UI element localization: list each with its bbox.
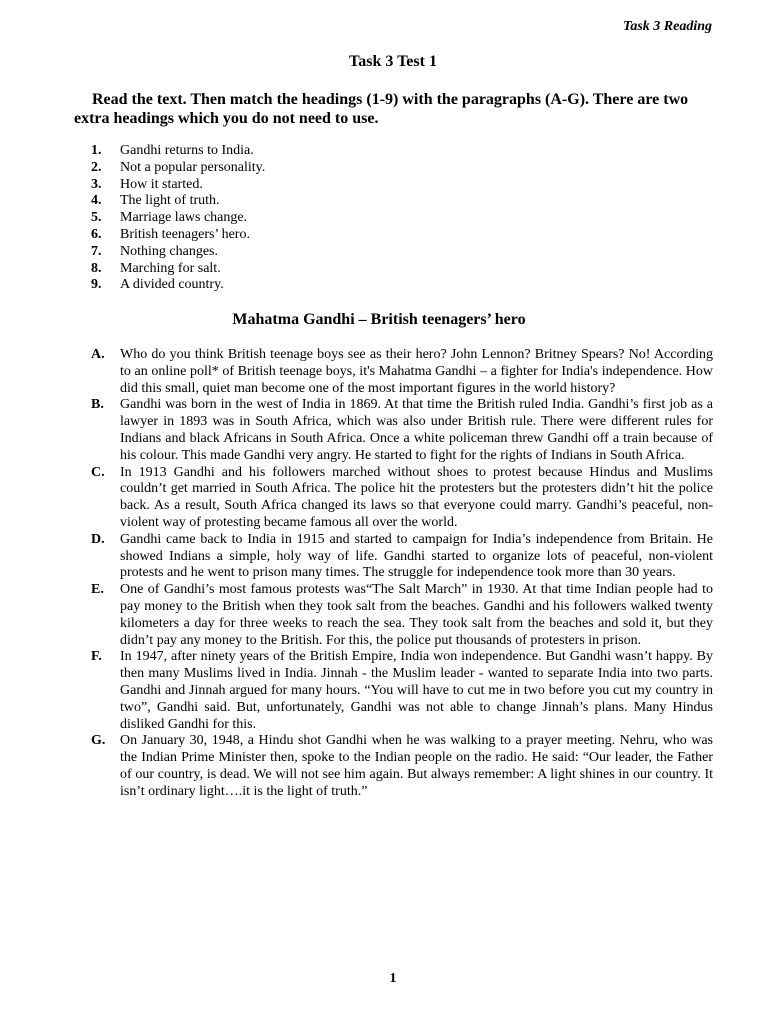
paragraph-f xyxy=(91,649,713,733)
heading-text: British teenagers’ hero. xyxy=(120,226,250,242)
heading-number: 3. xyxy=(91,176,102,192)
paragraph-label: F. xyxy=(91,649,102,665)
heading-text: The light of truth. xyxy=(120,193,220,209)
instructions: Read the text. Then match the headings (1-9) with the paragraphs (A-G). There are two extra headings which you do not need to use. xyxy=(74,91,689,127)
paragraph-g xyxy=(91,733,713,800)
paragraph-text: One of Gandhi’s most famous protests was“The Salt March” in 1930. At that time Indian people had to pay money to the British when they took salt from the beaches. Gandhi and his followers walked twenty kilometers a day for three weeks to reach the sea. They took salt from the beaches and sold it, but they didn’t pay any money to the British. For this, the police put thousands of protesters in prison. xyxy=(120,582,713,648)
paragraph-d xyxy=(91,532,713,582)
paragraph-e xyxy=(91,582,713,649)
article-paragraphs xyxy=(91,347,713,801)
heading-text: Gandhi returns to India. xyxy=(120,143,254,158)
page-number: 1 xyxy=(389,971,397,986)
heading-number: 6. xyxy=(91,226,102,242)
heading-text: Marriage laws change. xyxy=(120,210,248,226)
heading-item xyxy=(91,277,265,294)
headings-list xyxy=(91,143,265,294)
paragraph-label: E. xyxy=(91,582,104,598)
heading-item xyxy=(91,193,265,210)
heading-item xyxy=(91,177,265,194)
page-title: Task 3 Test 1 xyxy=(349,53,437,70)
paragraph-label: B. xyxy=(91,397,104,413)
heading-number: 8. xyxy=(91,260,102,276)
running-header: Task 3 Reading xyxy=(623,19,712,34)
heading-text: Not a popular personality. xyxy=(120,159,266,175)
paragraph-text: In 1947, after ninety years of the British Empire, India won independence. But Gandhi wasn’t happy. By then many Muslims lived in India. Jinnah - the Muslim leader - wanted to separate India into two parts. Gandhi and Jinnah argued for many hours. “You will have to cut me in two before you cut my country in two”, Gandhi said. But, unfortunately, Gandhi was not able to change Jinnah’s plans. Many Hindus disliked Gandhi for this. xyxy=(120,649,713,732)
heading-item xyxy=(91,227,265,244)
paragraph-c xyxy=(91,465,713,532)
heading-number: 4. xyxy=(91,193,102,209)
heading-item xyxy=(91,210,265,227)
paragraph-label: G. xyxy=(91,733,106,749)
paragraph-b xyxy=(91,397,713,464)
paragraph-text: In 1913 Gandhi and his followers marched without shoes to protest because Hindus and Muslims couldn’t get married in South Africa. The police hit the protesters but the protesters didn’t hit the police back. As a result, South Africa changed its laws so that everyone could marry. Gandhi’s peaceful, non-violent way of protesting became famous all over the world. xyxy=(120,464,713,530)
heading-item xyxy=(91,160,265,177)
heading-number: 1. xyxy=(91,143,102,158)
heading-text: How it started. xyxy=(120,176,203,192)
paragraph-label: C. xyxy=(91,464,105,480)
heading-text: Marching for salt. xyxy=(120,260,221,276)
paragraph-a xyxy=(91,347,713,397)
heading-text: Nothing changes. xyxy=(120,243,218,259)
paragraph-label: A. xyxy=(91,347,105,362)
paragraph-text: Gandhi came back to India in 1915 and started to campaign for India’s independence from Britain. He showed Indians a simple, holy way of life. Gandhi started to organize lots of peaceful, non-violent protests and he went to prison many times. The struggle for independence took more than 30 years. xyxy=(120,531,713,581)
paragraph-text: On January 30, 1948, a Hindu shot Gandhi when he was walking to a prayer meeting. Nehru, who was the Indian Prime Minister then, spoke to the Indian people on the radio. He said: “Our leader, the Father of our country, is dead. We will not see him again. But always remember: A light shines in our country. It isn’t ordinary light….it is the light of truth.” xyxy=(120,733,713,799)
heading-number: 2. xyxy=(91,159,102,175)
heading-item xyxy=(91,244,265,261)
heading-item xyxy=(91,143,265,160)
heading-number: 9. xyxy=(91,277,102,293)
heading-number: 5. xyxy=(91,210,102,226)
heading-item xyxy=(91,261,265,278)
paragraph-text: Who do you think British teenage boys see as their hero? John Lennon? Britney Spears? No! According to an online poll* of British teenage boys, it's Mahatma Gandhi – a fighter for India's independence. How did this small, quiet man become one of the most important figures in the world history? xyxy=(120,347,713,396)
heading-text: A divided country. xyxy=(120,277,224,293)
paragraph-text: Gandhi was born in the west of India in 1869. At that time the British ruled India. Gandhi’s first job as a lawyer in 1893 was in South Africa, which was also under British rule. There were different rules for Indians and black Africans in South Africa. Once a white policeman threw Gandhi off a train because of his colour. This made Gandhi very angry. He started to fight for the rights of Indians in South Africa. xyxy=(120,397,713,463)
paragraph-label: D. xyxy=(91,531,105,547)
article-title: Mahatma Gandhi – British teenagers’ hero xyxy=(232,311,526,328)
heading-number: 7. xyxy=(91,243,102,259)
